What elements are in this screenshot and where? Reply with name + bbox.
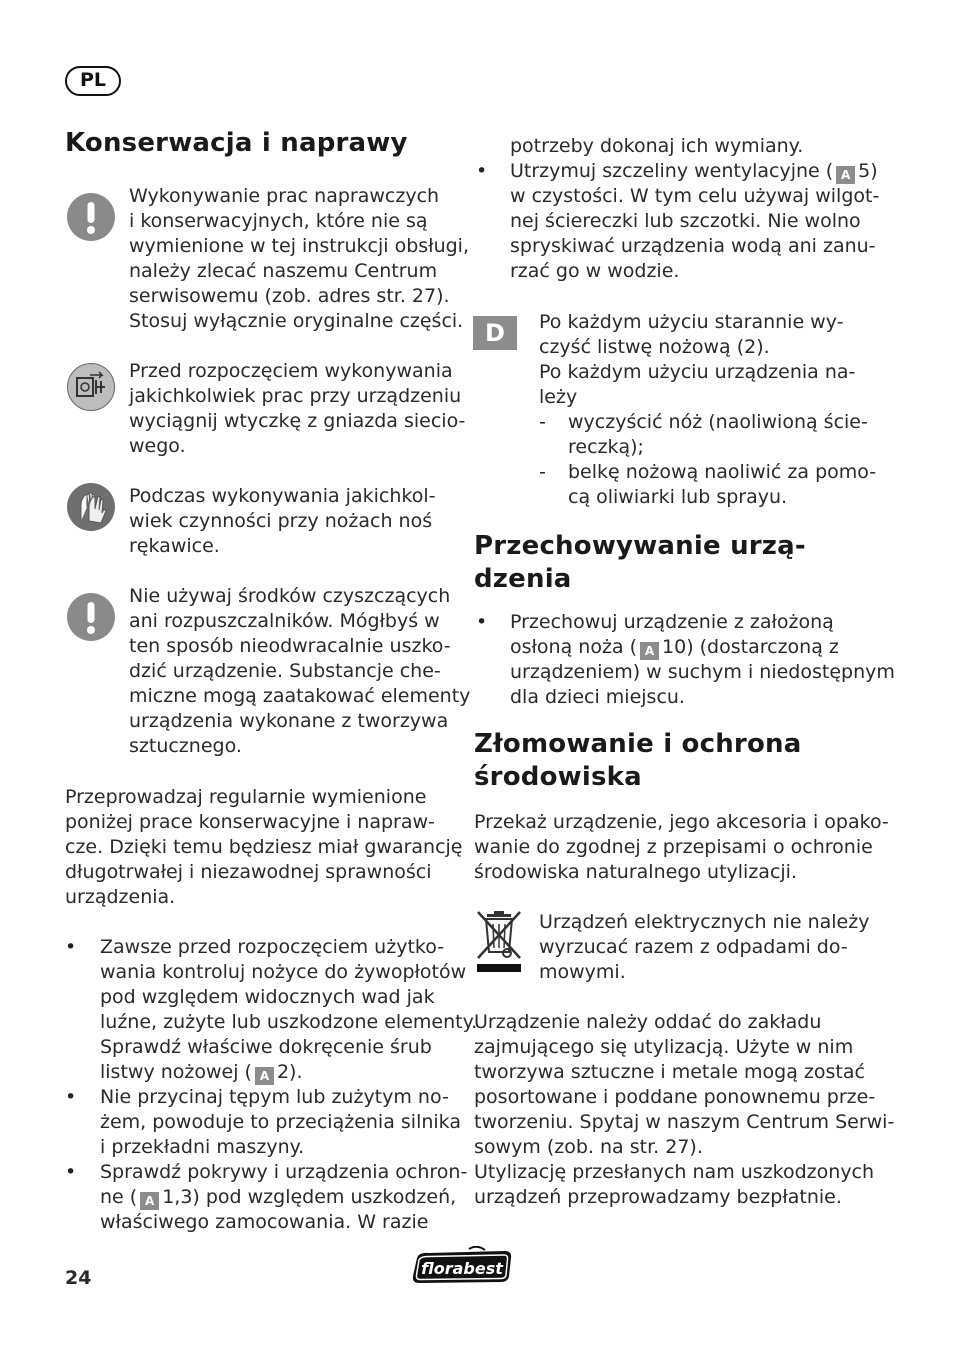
svg-text:florabest: florabest	[421, 1259, 503, 1278]
exclamation-icon	[67, 593, 115, 641]
note-repairs: Wykonywanie prac naprawczych i konserwacyjnych, które nie są wymienione w tej instrukcji obsługi, należy zlecać naszemu Centrum serwisowemu (zob. adres str. 27). Stosuj wyłącznie oryginalne części.	[129, 185, 469, 332]
section-heading-maintenance: Konserwacja i naprawy	[65, 128, 408, 158]
section-heading-disposal: Złomowanie i ochrona środowiska	[474, 729, 802, 792]
unplug-icon	[67, 363, 115, 411]
bullet-vents: Utrzymuj szczeliny wentylacyjne ( A 5) w czystości. W tym celu używaj wilgot- nej ściereczki lub szczotki. Nie wolno spryskiwać urządzenia wodą ani zanu- rzać go w wodzie.	[510, 160, 880, 282]
exclamation-icon	[67, 193, 115, 241]
note-gloves: Podczas wykonywania jakichkol- wiek czynności przy nożach noś rękawice.	[129, 485, 436, 557]
bullet-check-covers: Sprawdź pokrywy i urządzenia ochron- ne ( A 1,3) pod względem uszkodzeń, właściwego zamocowania. W razie	[100, 1161, 468, 1233]
disposal-intro: Przekaż urządzenie, jego akcesoria i opako- wanie do zgodnej z przepisami o ochronie środowiska naturalnego utylizacji.	[474, 811, 889, 883]
bullet-storage: Przechowuj urządzenie z założoną osłoną noża ( A 10) (dostarczoną z urządzeniem) w suchym i niedostępnym dla dzieci miejscu.	[510, 611, 895, 708]
maintenance-intro: Przeprowadzaj regularnie wymienione poniżej prace konserwacyjne i napraw- cze. Dzięki temu będziesz miał gwarancję długotrwałej i niezawodnej sprawności urządzenia.	[65, 786, 463, 908]
figure-a-badge: A	[640, 642, 659, 660]
note-unplug: Przed rozpoczęciem wykonywania jakichkolwiek prac przy urządzeniu wyciągnij wtyczkę z gniazda siecio- wego.	[129, 360, 466, 457]
bullet-dot: •	[476, 611, 488, 633]
bullet-continuation: potrzeby dokonaj ich wymiany.	[510, 135, 804, 157]
bullet-dot: •	[65, 1161, 77, 1183]
disposal-details: Urządzenie należy oddać do zakładu zajmującego się utylizacją. Użyte w nim tworzywa sztuczne i metale mogą zostać posortowane i poddane ponownemu prze- tworzeniu. Spytaj w naszym Centrum Serwi- sowym (zob. na str. 27). Utylizację przesłanych nam uszkodzonych urządzeń przeprowadzamy bezpłatnie.	[474, 1011, 895, 1208]
page-number: 24	[65, 1267, 92, 1289]
figure-a-badge: A	[255, 1067, 274, 1085]
language-badge: PL	[65, 66, 121, 96]
bullet-dot: •	[65, 1086, 77, 1108]
dash-marker: -	[539, 461, 546, 483]
dash-marker: -	[539, 411, 546, 433]
note-weee: Urządzeń elektrycznych nie należy wyrzucać razem z odpadami do- mowymi.	[539, 911, 870, 983]
dash-item-oil-beam: belkę nożową naoliwić za pomo- cą oliwiarki lub sprayu.	[568, 461, 877, 508]
figure-a-badge: A	[836, 166, 855, 184]
note-no-solvents: Nie używaj środków czyszczących ani rozpuszczalników. Mógłbyś w ten sposób nieodwracalnie uszko- dzić urządzenie. Substancje che- miczne mogą zaatakować elementy urządzenia wykonane z tworzywa sztucznego.	[129, 585, 471, 757]
dash-item-clean-knife: wyczyścić nóż (naoliwioną ście- reczką);	[568, 411, 868, 458]
note-clean-blade: Po każdym użyciu starannie wy- czyść listwę nożową (2). Po każdym użyciu urządzenia na- leży	[539, 311, 856, 408]
figure-a-badge: A	[140, 1192, 159, 1210]
bullet-dot: •	[476, 160, 488, 182]
bullet-check-shears: Zawsze przed rozpoczęciem użytko- wania kontroluj nożyce do żywopłotów pod względem widocznych wad jak luźne, zużyte lub uszkodzone elementy. Sprawdź właściwe dokręcenie śrub listwy nożowej ( A 2).	[100, 936, 478, 1083]
bullet-dot: •	[65, 936, 77, 958]
brand-logo	[409, 1246, 515, 1286]
gloves-icon	[67, 483, 115, 531]
weee-bin-icon	[473, 906, 525, 976]
section-heading-storage: Przechowywanie urzą- dzenia	[474, 531, 806, 594]
bullet-blunt-blade: Nie przycinaj tępym lub zużytym no- żem, powoduje to przeciążenia silnika i przekładni maszyny.	[100, 1086, 461, 1158]
figure-d-badge: D	[473, 316, 517, 350]
